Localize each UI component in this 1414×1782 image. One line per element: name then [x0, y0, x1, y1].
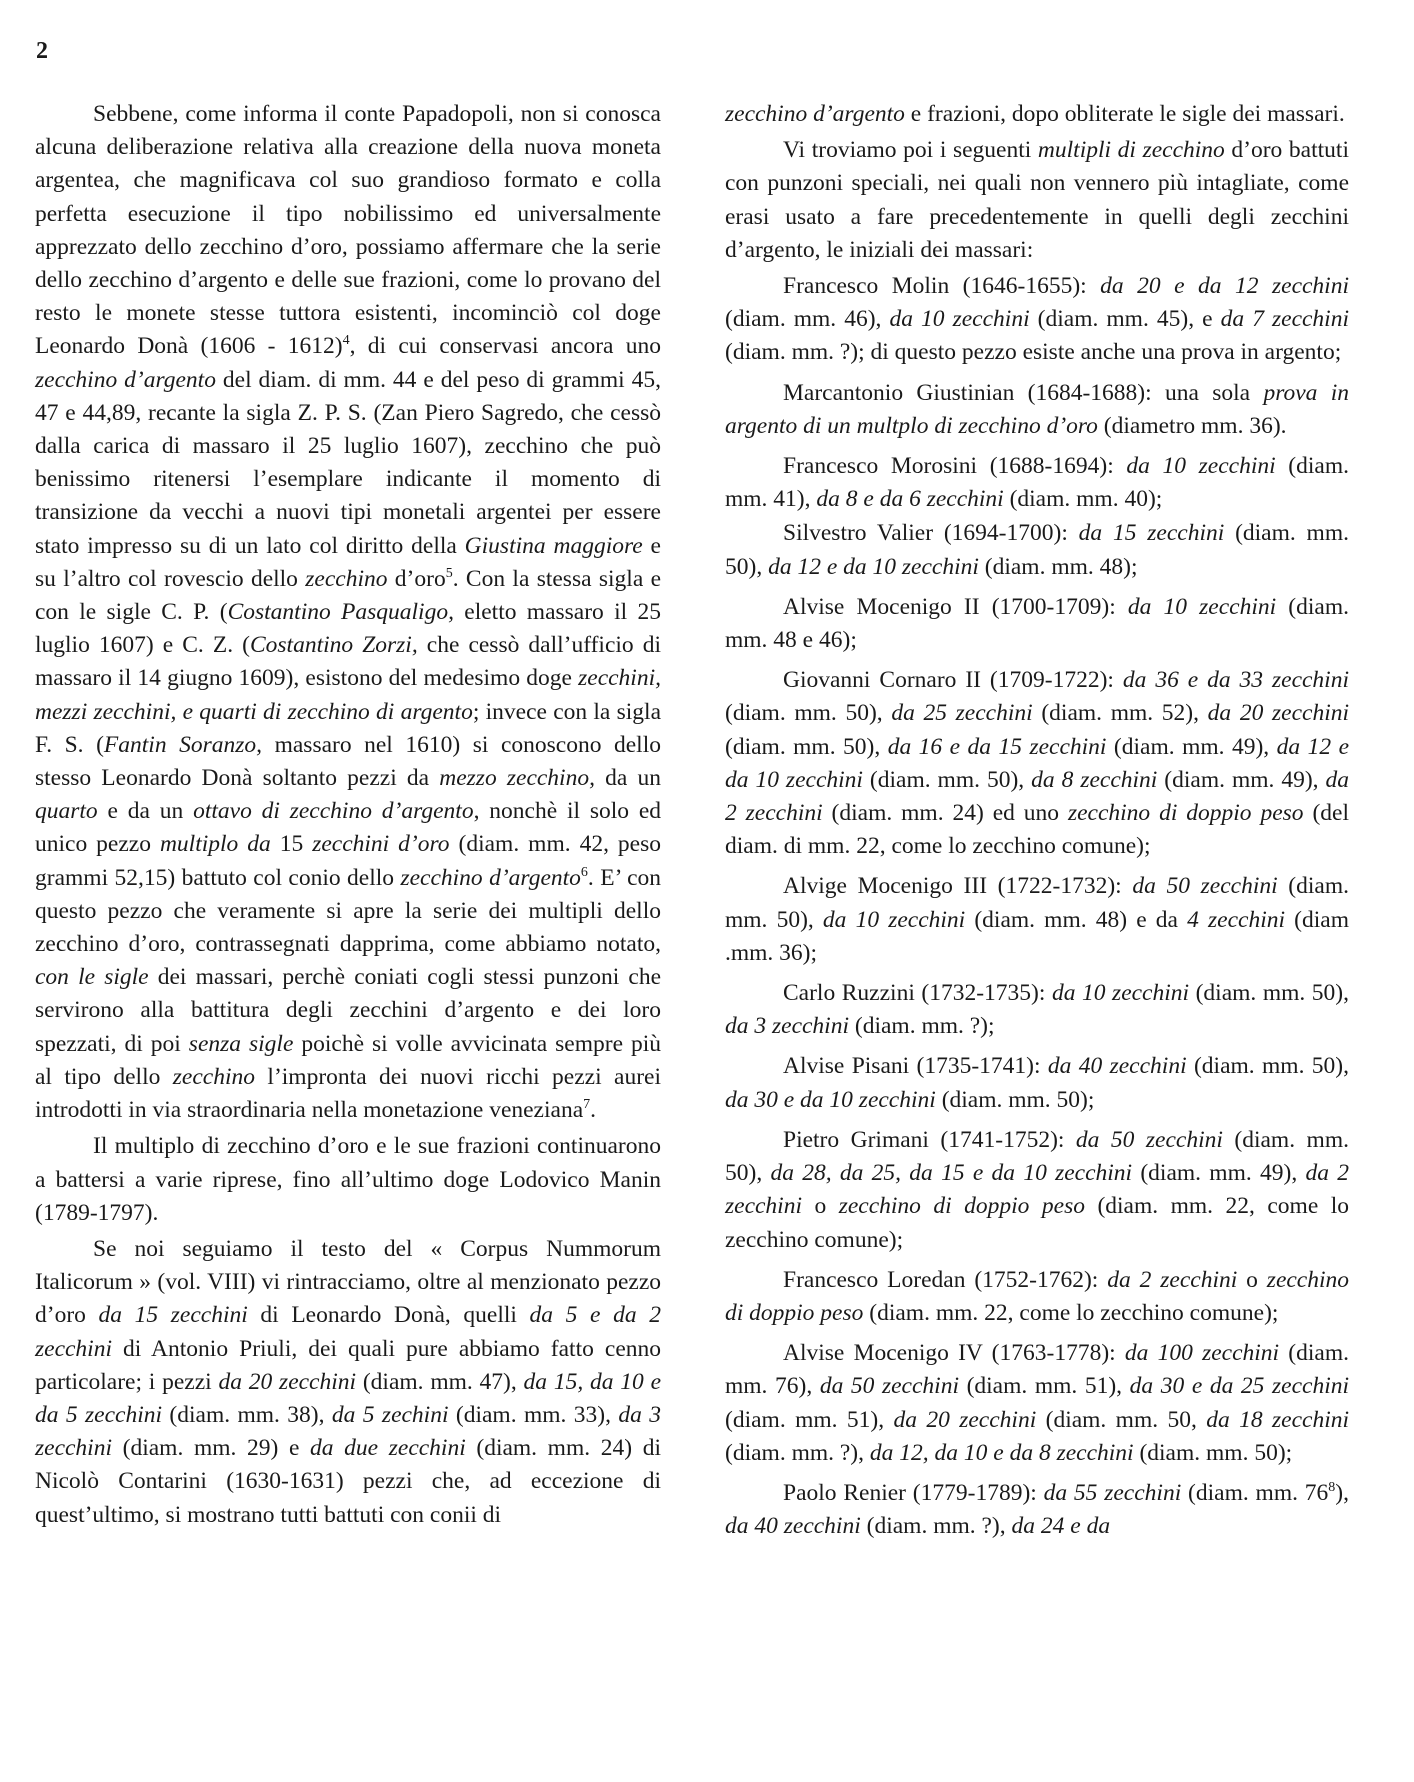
doge-entry: Alvise Pisani (1735-1741): da 40 zecchini (diam. mm. 50), da 30 e da 10 zecchini (diam. mm. 50);	[725, 1053, 1349, 1113]
right-column	[725, 98, 1349, 1550]
doge-entry: Paolo Renier (1779-1789): da 55 zecchini (diam. mm. $76^8$), da 40 zecchini (diam. mm. ?), da 24 e da	[725, 1479, 1349, 1540]
doge-entry: Alvige Mocenigo III (1722-1732): da 50 zecchini (diam. mm. 50), da 10 zecchini (diam. mm. 48) e da 4 zecchini (diam .mm. 36);	[725, 873, 1349, 966]
paragraph: Vi troviamo poi i seguenti multipli di zecchino d’oro battuti con punzoni speciali, nei quali non vennero più intagliate, come erasi usato a fare precedentemente in quelli degli zecchini d’argento, le iniziali dei massari:	[725, 137, 1349, 263]
doge-entry: Giovanni Cornaro II (1709-1722): da 36 e da 33 zecchini (diam. mm. 50), da 25 zecchini (diam. mm. 52), da 20 zecchini (diam. mm. 50), da 16 e da 15 zecchini (diam. mm. 49), da 12 e da 10 zecchini (diam. mm. 50), da 8 zecchini (diam. mm. 49), da 2 zecchini (diam. mm. 24) ed uno zecchino di doppio peso (del diam. di mm. 22, come lo zecchino comune);	[725, 667, 1350, 860]
doge-entry: Francesco Morosini (1688-1694): da 10 zecchini (diam. mm. 41), da 8 e da 6 zecchini (diam. mm. 40);	[725, 453, 1349, 513]
doge-entry: Carlo Ruzzini (1732-1735): da 10 zecchini (diam. mm. 50), da 3 zecchini (diam. mm. ?);	[725, 980, 1350, 1040]
doge-entry: Silvestro Valier (1694-1700): da 15 zecchini (diam. mm. 50), da 12 e da 10 zecchini (diam. mm. 48);	[725, 520, 1349, 580]
page-number: 2	[36, 38, 48, 64]
left-column	[35, 98, 661, 1535]
paragraph: Il multiplo di zecchino d’oro e le sue frazioni continuarono a battersi a varie riprese, fino all’ultimo doge Lodovico Manin (1789-1797).	[35, 1133, 661, 1226]
paragraph: Sebbene, come informa il conte Papadopoli, non si conosca alcuna deliberazione relativa alla creazione della nuova moneta argentea, che magnificava col suo grandioso formato e colla perfetta esecuzione il tipo nobilissimo ed universalmente apprezzato dello zecchino d’oro, possiamo affermare che la serie dello zecchino d’argento e delle sue frazioni, come lo provano del resto le monete stesse tuttora esistenti, incominciò col doge Leonardo Donà (1606 - 1612)$^4$, di cui conservasi ancora uno zecchino d’argento del diam. di mm. 44 e del peso di grammi 45, 47 e 44,89, recante la sigla Z. P. S. (Zan Piero Sagredo, che cessò dalla carica di massaro il 25 luglio 1607), zecchino che può benissimo ritenersi l’esemplare indicante il momento di transizione da vecchi a nuovi tipi monetali argentei per essere stato impresso su di un lato col diritto della Giustina maggiore e su l’altro col rovescio dello zecchino d’oro$^5$. Con la stessa sigla e con le sigle C. P. (Costantino Pasqualigo, eletto massaro il 25 luglio 1607) e C. Z. (Costantino Zorzi, che cessò dall’ufficio di massaro il 14 giugno 1609), esistono del medesimo doge zecchini, mezzi zecchini, e quarti di zecchino di argento; invece con la sigla F. S. (Fantin Soranzo, massaro nel 1610) si conoscono dello stesso Leonardo Donà soltanto pezzi da mezzo zecchino, da un quarto e da un ottavo di zecchino d’argento, nonchè il solo ed unico pezzo multiplo da 15 zecchini d’oro (diam. mm. 42, peso grammi 52,15) battuto col conio dello zecchino d’argento$^6$. E’ con questo pezzo che veramente si apre la serie dei multipli dello zecchino d’oro, contrassegnati dapprima, come abbiamo notato, con le sigle dei massari, perchè coniati cogli stessi punzoni che servirono alla battitura degli zecchini d’argento e dei loro spezzati, di poi senza sigle poichè si volle avvicinata sempre più al tipo dello zecchino l’impronta dei nuovi ricchi pezzi aurei introdotti in via straordinaria nella monetazione veneziana$^7$.	[35, 101, 662, 1124]
paragraph: Se noi seguiamo il testo del « Corpus Nummorum Italicorum » (vol. VIII) vi rintracciamo, oltre al menzionato pezzo d’oro da 15 zecchini di Leonardo Donà, quelli da 5 e da 2 zecchini di Antonio Priuli, dei quali pure abbiamo fatto cenno particolare; i pezzi da 20 zecchini (diam. mm. 47), da 15, da 10 e da 5 zecchini (diam. mm. 38), da 5 zechini (diam. mm. 33), da 3 zecchini (diam. mm. 29) e da due zecchini (diam. mm. 24) di Nicolò Contarini (1630-1631) pezzi che, ad eccezione di quest’ultimo, si mostrano tutti battuti con conii di	[35, 1235, 662, 1528]
doge-entry: Pietro Grimani (1741-1752): da 50 zecchini (diam. mm. 50), da 28, da 25, da 15 e da 10 zecchini (diam. mm. 49), da 2 zecchini o zecchino di doppio peso (diam. mm. 22, come lo zecchino comune);	[725, 1126, 1350, 1253]
doge-entry: Alvise Mocenigo IV (1763-1778): da 100 zecchini (diam. mm. 76), da 50 zecchini (diam. mm. 51), da 30 e da 25 zecchini (diam. mm. 51), da 20 zecchini (diam. mm. 50, da 18 zecchini (diam. mm. ?), da 12, da 10 e da 8 zecchini (diam. mm. 50);	[725, 1340, 1350, 1466]
doge-entry: Francesco Molin (1646-1655): da 20 e da 12 zecchini (diam. mm. 46), da 10 zecchini (diam. mm. 45), e da 7 zecchini (diam. mm. ?); di questo pezzo esiste anche una prova in argento;	[725, 273, 1349, 366]
doge-entry: Francesco Loredan (1752-1762): da 2 zecchini o zecchino di doppio peso (diam. mm. 22, come lo zecchino comune);	[725, 1266, 1350, 1326]
doge-entry: Marcantonio Giustinian (1684-1688): una sola prova in argento di un multplo di zecchino d’oro (diametro mm. 36).	[725, 379, 1350, 439]
doge-entry: Alvise Mocenigo II (1700-1709): da 10 zecchini (diam. mm. 48 e 46);	[725, 593, 1349, 654]
paragraph-continuation: zecchino d’argento e frazioni, dopo obliterate le sigle dei massari.	[725, 101, 1345, 127]
